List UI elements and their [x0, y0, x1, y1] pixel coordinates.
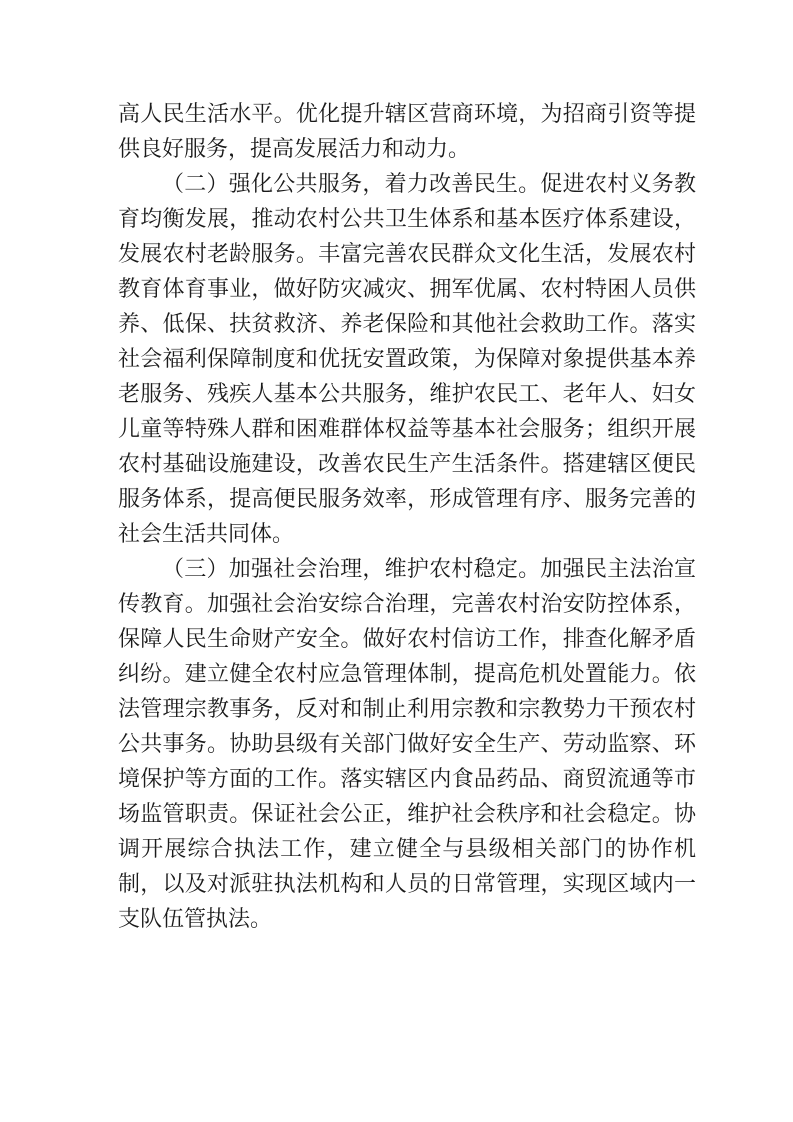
- paragraph-line: 纠纷。建立健全农村应急管理体制，提高危机处置能力。依: [118, 662, 696, 687]
- paragraph-line: 境保护等方面的工作。落实辖区内食品药品、商贸流通等市: [118, 767, 696, 792]
- paragraph-line: 育均衡发展，推动农村公共卫生体系和基本医疗体系建设，: [118, 207, 696, 232]
- paragraph-line: 教育体育事业，做好防灾减灾、拥军优属、农村特困人员供: [118, 277, 696, 302]
- paragraph-line: 发展农村老龄服务。丰富完善农民群众文化生活，发展农村: [118, 242, 696, 267]
- paragraph-line: 养、低保、扶贫救济、养老保险和其他社会救助工作。落实: [118, 312, 696, 337]
- paragraph-line: 公共事务。协助县级有关部门做好安全生产、劳动监察、环: [118, 732, 696, 757]
- paragraph-line: 场监管职责。保证社会公正，维护社会秩序和社会稳定。协: [118, 802, 696, 827]
- paragraph-line: 保障人民生命财产安全。做好农村信访工作，排查化解矛盾: [118, 627, 696, 652]
- paragraph-line: （二）强化公共服务，着力改善民生。促进农村义务教: [162, 172, 696, 197]
- paragraph-line: 法管理宗教事务，反对和制止利用宗教和宗教势力干预农村: [118, 697, 696, 722]
- paragraph-line: 支队伍管执法。: [118, 907, 273, 932]
- paragraph-line: （三）加强社会治理，维护农村稳定。加强民主法治宣: [162, 557, 696, 582]
- paragraph-3: [118, 552, 696, 937]
- document-body: [118, 97, 696, 937]
- paragraph-line: 制，以及对派驻执法机构和人员的日常管理，实现区域内一: [118, 872, 696, 897]
- paragraph-line: 供良好服务，提高发展活力和动力。: [118, 137, 471, 162]
- paragraph-line: 传教育。加强社会治安综合治理，完善农村治安防控体系，: [118, 592, 696, 617]
- paragraph-line: 社会福利保障制度和优抚安置政策，为保障对象提供基本养: [118, 347, 696, 372]
- paragraph-line: 服务体系，提高便民服务效率，形成管理有序、服务完善的: [118, 487, 696, 512]
- paragraph-line: 社会生活共同体。: [118, 522, 295, 547]
- paragraph-line: 儿童等特殊人群和困难群体权益等基本社会服务；组织开展: [118, 417, 696, 442]
- paragraph-line: 调开展综合执法工作，建立健全与县级相关部门的协作机: [118, 837, 696, 862]
- paragraph-1: [118, 97, 696, 167]
- paragraph-line: 农村基础设施建设，改善农民生产生活条件。搭建辖区便民: [118, 452, 696, 477]
- paragraph-line: 高人民生活水平。优化提升辖区营商环境，为招商引资等提: [118, 102, 696, 127]
- paragraph-line: 老服务、残疾人基本公共服务，维护农民工、老年人、妇女: [118, 382, 696, 407]
- paragraph-2: [118, 167, 696, 552]
